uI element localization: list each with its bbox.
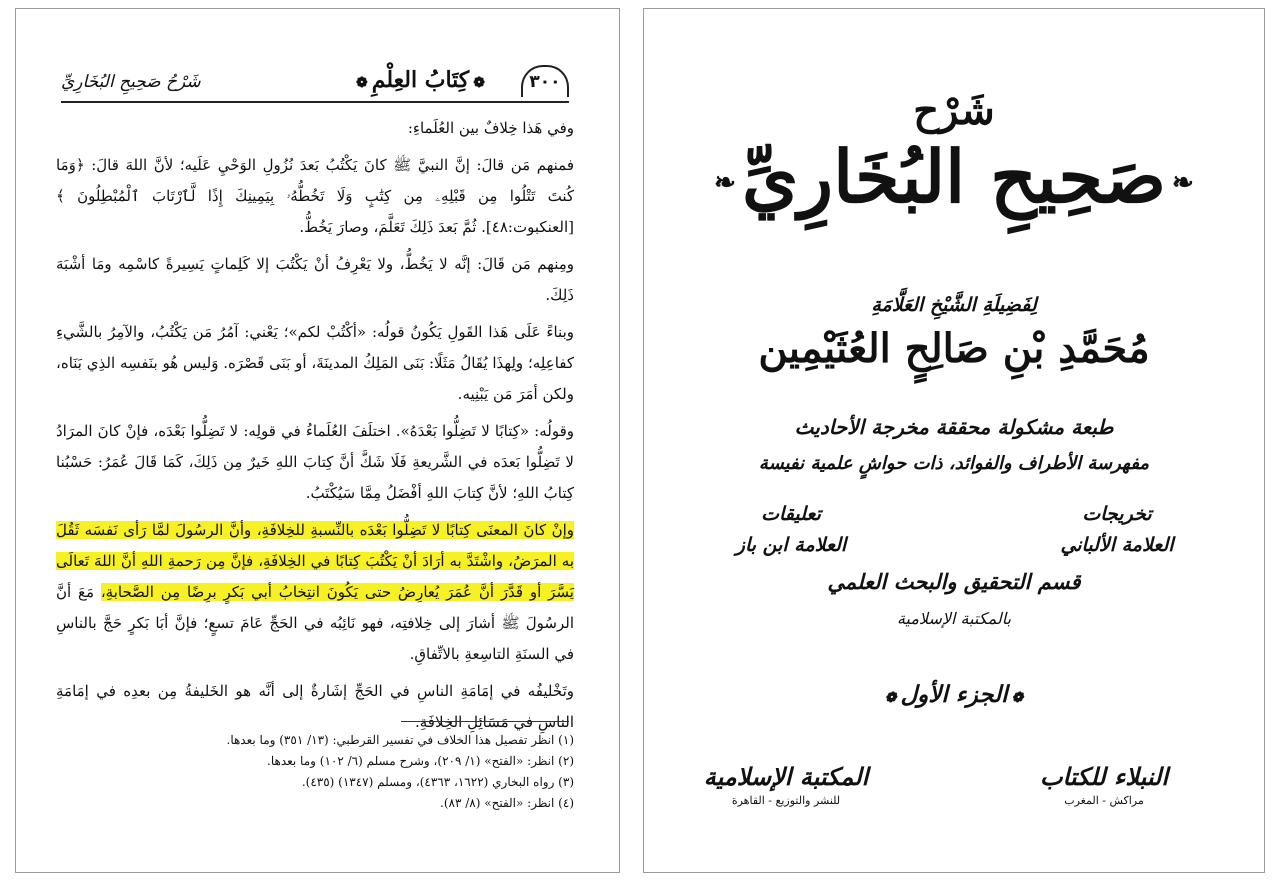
chapter-title-text: كِتَابُ العِلْمِ [371,67,470,93]
closing-paragraph: وتَخْليفُه في إمَامَةِ الناسِ في الحَجِّ إشَارةٌ إلى أنَّه هو الخَليفةُ مِن بعدِه في إمَامَةِ الناسِ في مَسَائِلِ الخِلافَةِ. [56,682,574,731]
footnote: (٢) انظر: «الفتح» (١/ ٢٠٩)، وشرح مسلم (٦/ ١٠٢) وما بعدها. [267,754,574,768]
main-title-text: صَحِيحِ البُخَارِيِّ [741,134,1167,219]
chapter-title [352,65,489,98]
taliq-name: العلامة ابن باز [735,534,847,556]
commentary-body [56,113,574,744]
research-department: قسم التحقيق والبحث العلمي [827,569,1081,594]
chapter-ornament-icon: ❁ [355,75,368,91]
footnote-rule [401,721,569,722]
highlighted-text: وإنْ كانَ المعنَى كِتابًا لا تَضِلُّوا بَعْدَه بالنِّسبةِ للخِلافَةِ، وأنَّ الرسُولَ لمَّا رَأى نَفسَه ثَقُلَ به المرَضُ، واشْتَدَّ به أرَادَ أنْ يَكْتُبَ كِتابًا في الخِلافَةِ، فإنَّ مِن رَحمةِ اللهِ أنَّ اللهَ تَعالَى يَسَّرَ أو قَدَّرَ أنَّ عُمَرَ يُعارِضُ حتى يَكُونَ انتِخابُ أبي بَكرٍ برِضًا مِن الصَّحابةِ، [56,521,574,601]
highlighted-paragraph [56,515,574,670]
department-library: بالمكتبة الإسلامية [896,609,1012,628]
volume-label [644,681,1264,708]
publisher-logo-right [1014,761,1194,809]
volume-text: الجزء الأول [900,681,1008,708]
publisher-name: المكتبة الإسلامية [703,762,869,791]
main-title [644,129,1264,231]
taliq-heading: تعليقات [761,503,821,525]
paragraph: وفي هَذا خِلافٌ بين العُلَماءِ: [407,119,574,137]
publisher-name: النبلاء للكتاب [1039,762,1169,791]
footnote: (١) انظر تفصيل هذا الخلاف في تفسير القرطبي: (١٣/ ٣٥١) وما بعدها. [226,733,574,747]
volume-ornament-icon: ❁ [884,690,897,706]
indexed-line: مفهرسة الأطراف والفوائد، ذات حواشٍ علمية نفيسة [758,453,1150,474]
running-header [61,61,569,103]
flourish-icon: ❧ [1172,168,1194,198]
publisher-logo-left [696,761,876,809]
by-line: لِفَضِيلَةِ الشَّيْخِ العَلَّامَةِ [871,294,1037,316]
running-book-title: شَرْحُ صَحِيحِ البُخَارِيِّ [61,72,201,92]
publisher-place: مراكش - المغرب [1064,794,1144,807]
takhrij-heading: تخريجات [1082,503,1152,525]
title-sharh: شَرْح [913,87,995,134]
page-number: ٣٠٠ [521,65,569,97]
paragraph: فمنهم مَن قالَ: إنَّ النبيَّ ﷺ كانَ يَكْتُبُ بَعدَ نُزُولِ الوَحْيِ عَلَيه؛ لأنَّ اللهَ قالَ: ﴿وَمَا كُنتَ تَتْلُوا مِن قَبْلِهِۦ مِن كِتَٰبٍ وَلَا تَخُطُّهُۥ بِيَمِينِكَ إِذًا لَّٱرْتَابَ ٱلْمُبْطِلُونَ ﴾ [العنكبوت:٤٨]. ثُمَّ بَعدَ ذَلِكَ تَعَلَّمَ، وصارَ يَخُطُّ. [56,156,574,236]
paragraph: وبناءً عَلَى هَذا القَولِ يَكُونُ قولُه: «أكْتُبْ لكم»؛ يَعْني: آمُرُ مَن يَكْتُبُ، والآمِرُ بالشَّيءِ كفاعِلِه؛ ولِهذَا يُقَالُ مَثَلًا: بَنَى المَلِكُ المدينَةَ، أو بَنَى قَصْرَه. وَليس هُو بنَفسِه الذِي بَنَاه، ولكن أمَرَ مَن يَبْنِيه. [56,323,574,403]
paragraph: ومِنهم مَن قَالَ: إنَّه لا يَخُطُّ، ولا يَعْرِفُ أنْ يَكْتُبَ إلا كَلِماتٍ يَسِيرةً كاسْمِه ومَا أشْبَهَ ذَلِكَ. [56,255,574,304]
edition-line: طبعة مشكولة محققة مخرجة الأحاديث [794,415,1114,439]
left-book-page [15,8,620,873]
footnotes [56,730,574,814]
takhrij-name: العلامة الألباني [1060,534,1174,556]
author-name: مُحَمَّدِ بْنِ صَالِحٍ العُثَيْمِين [758,325,1150,372]
paragraph: وقولُه: «كِتابًا لا تَضِلُّوا بَعْدَهُ». اختلَفَ العُلَماءُ في قولِه: لا تَضِلُّوا بَعْدَه، فإنْ كانَ المرَادُ لا تَضِلُّوا بَعدَه في الشَّريعةِ فَلَا شَكَّ أنَّ كِتابَ اللهِ خَيرٌ مِن ذَلِكَ، كَمَا قَالَ عُمَرُ: حَسْبُنا كِتابُ اللهِ؛ لأنَّ كِتابَ اللهِ أفْضَلُ مِمَّا سَيُكْتَبُ. [56,422,574,502]
publisher-place: للنشر والتوزيع - القاهرة [731,794,841,807]
footnote: (٤) انظر: «الفتح» (٨/ ٨٣). [440,796,574,810]
volume-ornament-icon: ❁ [1011,690,1024,706]
footnote: (٣) رواه البخاري (١٦٢٢، ٤٣٦٣)، ومسلم (١٣٤٧) (٤٣٥). [301,775,574,789]
title-page [643,8,1265,873]
flourish-icon: ❧ [714,168,736,198]
paragraph-continuation: مَعَ أنَّ الرسُولَ ﷺ أشارَ إلى خِلافتِه، فهو نَائِبُه في الحَجِّ عَامَ تسعٍ؛ فإنَّ أبَا بَكرٍ حَجَّ بالناسِ في السنَةِ التاسِعةِ بالاتِّفاقِ. [56,583,574,663]
chapter-ornament-icon: ❁ [473,75,485,91]
